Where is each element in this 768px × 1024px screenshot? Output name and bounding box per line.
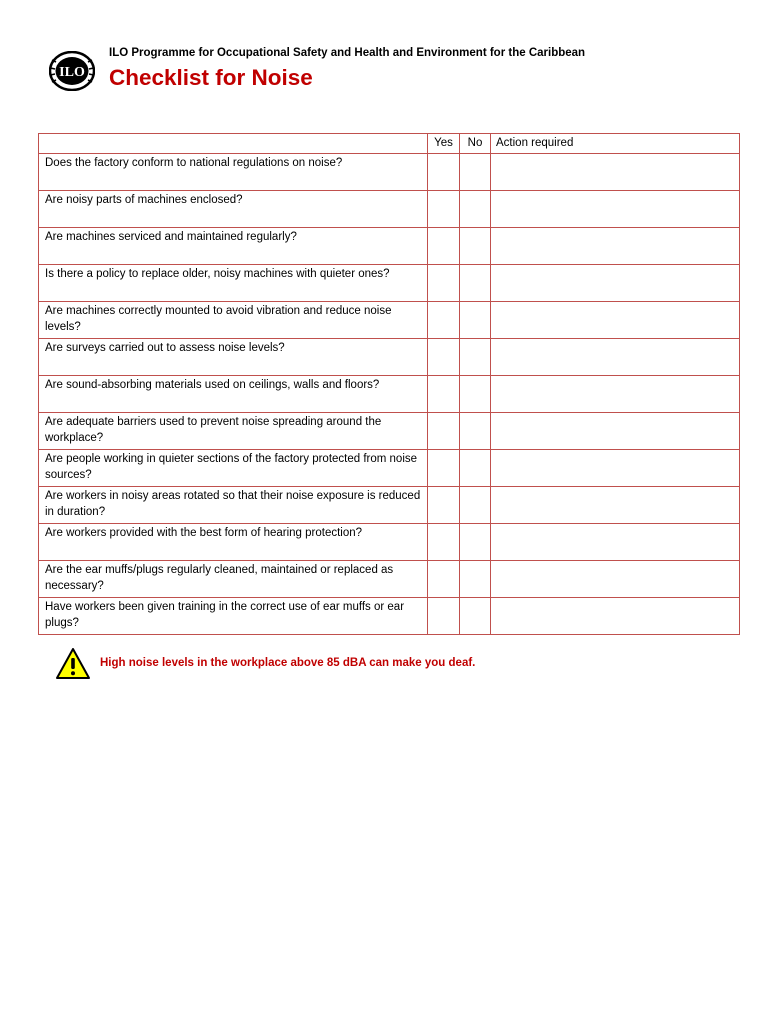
no-column-header: No xyxy=(460,134,491,154)
table-row xyxy=(39,450,740,487)
no-cell[interactable] xyxy=(460,598,491,635)
question-cell: Are workers in noisy areas rotated so that their noise exposure is reduced in duration? xyxy=(39,487,428,524)
action-required-cell[interactable] xyxy=(491,191,740,228)
table-row xyxy=(39,154,740,191)
no-cell[interactable] xyxy=(460,265,491,302)
question-cell: Are people working in quieter sections of the factory protected from noise sources? xyxy=(39,450,428,487)
yes-cell[interactable] xyxy=(428,524,460,561)
question-cell: Is there a policy to replace older, noisy machines with quieter ones? xyxy=(39,265,428,302)
yes-cell[interactable] xyxy=(428,561,460,598)
action-required-cell[interactable] xyxy=(491,339,740,376)
yes-column-header: Yes xyxy=(428,134,460,154)
yes-cell[interactable] xyxy=(428,376,460,413)
yes-cell[interactable] xyxy=(428,487,460,524)
warning-text: High noise levels in the workplace above 85 dBA can make you deaf. xyxy=(100,657,476,669)
question-column-header xyxy=(39,134,428,154)
no-cell[interactable] xyxy=(460,413,491,450)
table-row xyxy=(39,413,740,450)
yes-cell[interactable] xyxy=(428,191,460,228)
question-cell: Are noisy parts of machines enclosed? xyxy=(39,191,428,228)
no-cell[interactable] xyxy=(460,376,491,413)
action-required-cell[interactable] xyxy=(491,302,740,339)
question-cell: Are machines serviced and maintained regularly? xyxy=(39,228,428,265)
table-row xyxy=(39,339,740,376)
question-cell: Are workers provided with the best form of hearing protection? xyxy=(39,524,428,561)
action-required-cell[interactable] xyxy=(491,265,740,302)
question-cell: Does the factory conform to national regulations on noise? xyxy=(39,154,428,191)
question-cell: Are sound-absorbing materials used on ceilings, walls and floors? xyxy=(39,376,428,413)
no-cell[interactable] xyxy=(460,561,491,598)
action-required-cell[interactable] xyxy=(491,450,740,487)
table-row xyxy=(39,302,740,339)
noise-checklist-table xyxy=(38,133,740,635)
action-required-column-header: Action required xyxy=(491,134,740,154)
table-header-row xyxy=(39,134,740,154)
action-required-cell[interactable] xyxy=(491,561,740,598)
yes-cell[interactable] xyxy=(428,339,460,376)
no-cell[interactable] xyxy=(460,302,491,339)
table-row xyxy=(39,524,740,561)
yes-cell[interactable] xyxy=(428,228,460,265)
table-row xyxy=(39,561,740,598)
no-cell[interactable] xyxy=(460,524,491,561)
page-title: Checklist for Noise xyxy=(109,65,313,90)
warning-note xyxy=(55,647,675,683)
table-row xyxy=(39,265,740,302)
question-cell: Are adequate barriers used to prevent noise spreading around the workplace? xyxy=(39,413,428,450)
yes-cell[interactable] xyxy=(428,413,460,450)
yes-cell[interactable] xyxy=(428,302,460,339)
no-cell[interactable] xyxy=(460,191,491,228)
question-cell: Are machines correctly mounted to avoid vibration and reduce noise levels? xyxy=(39,302,428,339)
no-cell[interactable] xyxy=(460,154,491,191)
action-required-cell[interactable] xyxy=(491,413,740,450)
action-required-cell[interactable] xyxy=(491,598,740,635)
yes-cell[interactable] xyxy=(428,598,460,635)
document-header xyxy=(49,46,729,106)
action-required-cell[interactable] xyxy=(491,376,740,413)
yes-cell[interactable] xyxy=(428,154,460,191)
warning-triangle-icon xyxy=(55,647,91,681)
question-cell: Have workers been given training in the correct use of ear muffs or ear plugs? xyxy=(39,598,428,635)
action-required-cell[interactable] xyxy=(491,487,740,524)
table-row xyxy=(39,376,740,413)
organization-name: ILO Programme for Occupational Safety and Health and Environment for the Caribbean xyxy=(109,47,586,59)
yes-cell[interactable] xyxy=(428,450,460,487)
table-row xyxy=(39,228,740,265)
no-cell[interactable] xyxy=(460,487,491,524)
table-row xyxy=(39,487,740,524)
action-required-cell[interactable] xyxy=(491,524,740,561)
no-cell[interactable] xyxy=(460,450,491,487)
table-row xyxy=(39,598,740,635)
logo-text: ILO xyxy=(59,65,85,80)
no-cell[interactable] xyxy=(460,339,491,376)
table-row xyxy=(39,191,740,228)
ilo-logo-icon xyxy=(49,51,95,91)
action-required-cell[interactable] xyxy=(491,154,740,191)
action-required-cell[interactable] xyxy=(491,228,740,265)
question-cell: Are surveys carried out to assess noise levels? xyxy=(39,339,428,376)
question-cell: Are the ear muffs/plugs regularly cleaned, maintained or replaced as necessary? xyxy=(39,561,428,598)
no-cell[interactable] xyxy=(460,228,491,265)
yes-cell[interactable] xyxy=(428,265,460,302)
